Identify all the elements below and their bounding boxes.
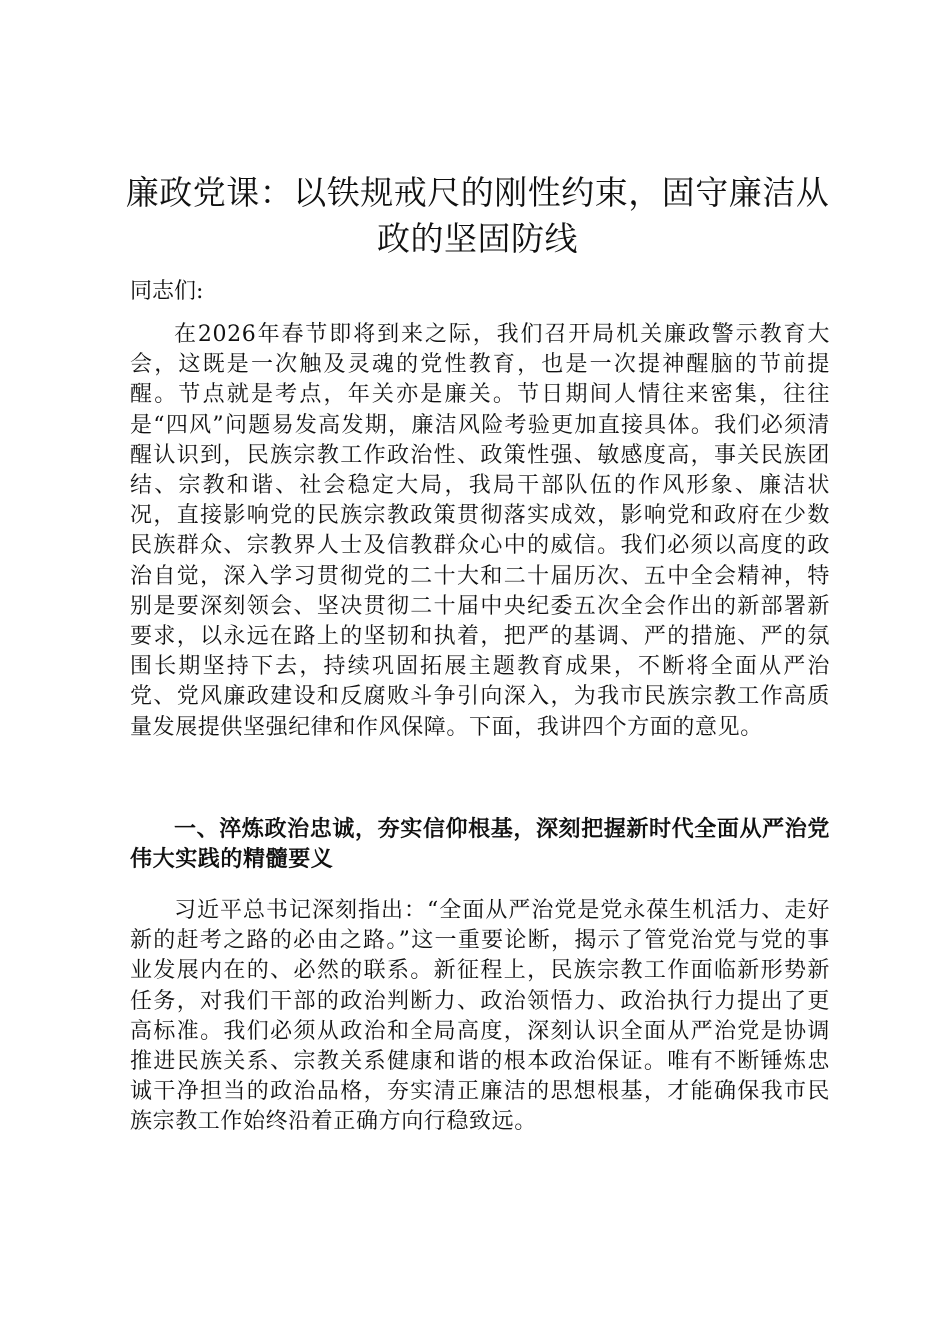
body-paragraph-1: 在2026年春节即将到来之际，我们召开局机关廉政警示教育大会，这既是一次触及灵魂的党性教育，也是一次提神醒脑的节前提醒。节点就是考点，年关亦是廉关。节日期间人情往来密集，往往是“四风”问题易发高发期，廉洁风险考验更加直接具体。我们必须清醒认识到，民族宗教工作政治性、政策性强、敏感度高，事关民族团结、宗教和谐、社会稳定大局，我局干部队伍的作风形象、廉洁状况，直接影响党的民族宗教政策贯彻落实成效，影响党和政府在少数民族群众、宗教界人士及信教群众心中的威信。我们必须以高度的政治自觉，深入学习贯彻党的二十大和二十届历次、五中全会精神，特别是要深刻领会、坚决贯彻二十届中央纪委五次全会作出的新部署新要求，以永远在路上的坚韧和执着，把严的基调、严的措施、严的氛围长期坚持下去，持续巩固拓展主题教育成果，不断将全面从严治党、党风廉政建设和反腐败斗争引向深入，为我市民族宗教工作高质量发展提供坚强纪律和作风保障。下面，我讲四个方面的意见。 <box>130 322 830 740</box>
document-title: 廉政党课：以铁规戒尺的刚性约束，固守廉洁从政的坚固防线 <box>125 173 830 258</box>
body-paragraph-2: 习近平总书记深刻指出：“全面从严治党是党永葆生机活力、走好新的赶考之路的必由之路。”这一重要论断，揭示了管党治党与党的事业发展内在的、必然的联系。新征程上，民族宗教工作面临新形势新任务，对我们干部的政治判断力、政治领悟力、政治执行力提出了更高标准。我们必须从政治和全局高度，深刻认识全面从严治党是协调推进民族关系、宗教关系健康和谐的根本政治保证。唯有不断锤炼忠诚干净担当的政治品格，夯实清正廉洁的思想根基，才能确保我市民族宗教工作始终沿着正确方向行稳致远。 <box>130 898 830 1135</box>
salutation: 同志们: <box>130 279 204 304</box>
section-heading-1: 一、淬炼政治忠诚，夯实信仰根基，深刻把握新时代全面从严治党伟大实践的精髓要义 <box>130 817 830 872</box>
